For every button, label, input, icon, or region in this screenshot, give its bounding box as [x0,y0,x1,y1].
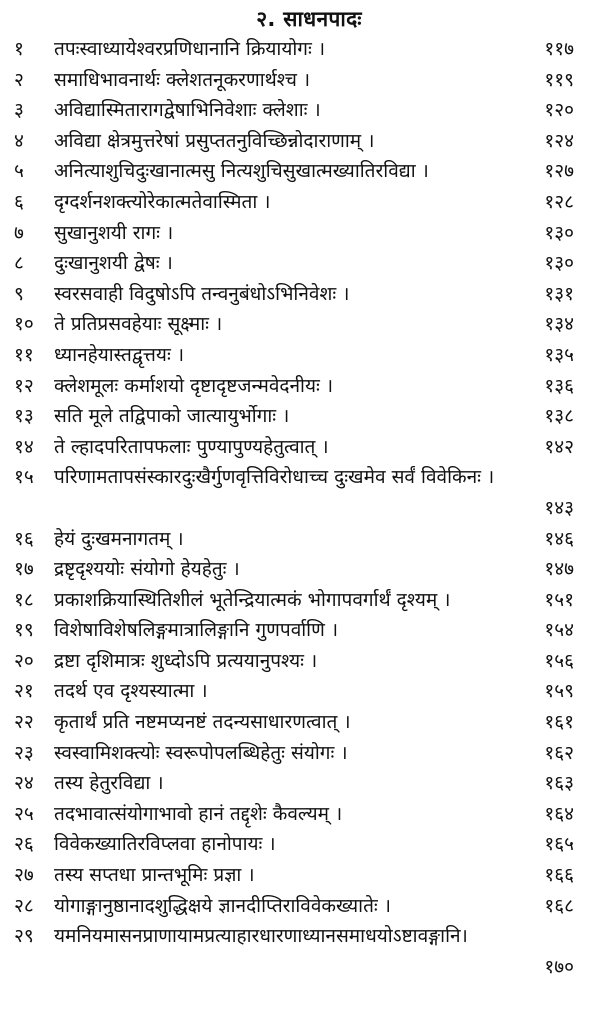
page-number: १६२ [544,741,574,764]
sutra-text: ते ल्हादपरितापफलाः पुण्यापुण्यहेतुत्वात् । [54,435,329,458]
sutra-row [0,860,600,891]
sutra-text: विशेषाविशेषलिङ्गमात्रालिङ्गानि गुणपर्वाणि । [54,619,339,642]
sutra-number: १ [14,38,24,60]
sutra-row [0,891,600,922]
sutra-text: तदभावात्संयोगाभावो हानं तद्दृशेः कैवल्यम् । [54,802,343,825]
sutra-row [0,554,600,585]
sutra-number: २९ [14,925,34,948]
sutra-text: द्रष्टा दृशिमात्रः शुध्दोऽपि प्रत्ययानुपश्यः । [54,649,318,672]
sutra-number: १६ [14,527,34,550]
sutra-row [0,248,600,279]
page-number: १६४ [544,802,574,825]
sutra-number: ३ [14,99,24,122]
sutra-number: १९ [14,619,34,642]
page-number: १५४ [544,619,574,642]
sutra-text: तस्य हेतुरविद्या । [54,772,164,795]
sutra-row [0,462,600,523]
sutra-row [0,676,600,707]
page-number: ११७ [544,38,574,60]
page-number: १६१ [544,711,574,734]
sutra-text: समाधिभावनार्थः क्लेशतनूकरणार्थश्च । [54,68,311,91]
page-number: १५१ [544,588,574,611]
page-number: १२४ [544,129,574,152]
sutra-number: २५ [14,802,34,825]
sutra-row [0,615,600,646]
sutra-row [0,738,600,769]
page-number: १२७ [544,160,574,183]
sutra-row [0,156,600,187]
sutra-text: दृग्दर्शनशक्त्योरेकात्मतेवास्मिता । [54,190,271,213]
sutra-number: २८ [14,894,34,917]
sutra-row [0,218,600,249]
sutra-row [0,340,600,371]
sutra-number: ६ [14,190,24,213]
sutra-number: ११ [14,343,34,366]
page-number: १४३ [544,496,574,519]
sutra-number: २१ [14,680,34,703]
page-number: १३५ [544,343,574,366]
page-number: १६३ [544,772,574,795]
sutra-number: १५ [14,466,34,489]
sutra-row [0,768,600,799]
sutra-row [0,279,600,310]
sutra-text: परिणामतापसंस्कारदुःखैर्गुणवृत्तिविरोधाच्च दुःखमेव सर्वं विवेकिनः । [54,466,495,489]
page-number: १४७ [544,558,574,581]
sutra-text: अविद्या क्षेत्रमुत्तरेषां प्रसुप्ततनुविच्छिन्नोदाराणाम् । [54,129,375,152]
page-number: १६८ [544,894,574,917]
sutra-number: १७ [14,558,34,581]
sutra-text: द्रष्टृदृश्ययोः संयोगो हेयहेतुः । [54,558,240,581]
sutra-text: दुःखानुशयी द्वेषः । [54,252,173,275]
sutra-number: १० [14,313,34,336]
sutra-row [0,524,600,555]
page-number: १३० [544,252,574,275]
sutra-number: २० [14,649,34,672]
sutra-text: योगाङ्गानुष्ठानादशुद्धिक्षये ज्ञानदीप्तिराविवेकख्यातेः । [54,894,391,917]
sutra-text: सुखानुशयी रागः । [54,221,174,244]
sutra-text: तदर्थ एव दृश्यस्यात्मा । [54,680,208,703]
sutra-row [0,707,600,738]
sutra-text: तपःस्वाध्यायेश्वरप्रणिधानानि क्रियायोगः । [54,38,326,60]
sutra-text: तस्य सप्तधा प्रान्तभूमिः प्रज्ञा । [54,864,255,887]
page-number: ११९ [544,68,574,91]
sutra-text: स्वस्वामिशक्त्योः स्वरूपोपलब्धिहेतुः संयोगः । [54,741,348,764]
sutra-number: ७ [14,221,24,244]
page-number: १३१ [544,282,574,305]
page-number: १२८ [544,190,574,213]
sutra-number: २ [14,68,24,91]
sutra-row [0,65,600,96]
page-number: १५९ [544,680,574,703]
sutra-text: प्रकाशक्रियास्थितिशीलं भूतेन्द्रियात्मकं भोगापवर्गार्थं दृश्यम् । [54,588,451,611]
sutra-text: ते प्रतिप्रसवहेयाः सूक्ष्माः । [54,313,223,336]
sutra-row [0,371,600,402]
sutra-number: २७ [14,864,34,887]
sutra-text: स्वरसवाही विदुषोऽपि तन्वनुबंधोऽभिनिवेशः । [54,282,350,305]
sutra-number: २४ [14,772,34,795]
sutra-row [0,95,600,126]
page-number: १२० [544,99,574,122]
sutra-number: ५ [14,160,24,183]
sutra-row [0,585,600,616]
sutra-number: १८ [14,588,34,611]
sutra-text: हेयं दुःखमनागतम् । [54,527,184,550]
page-number: १५६ [544,649,574,672]
page-number: १४६ [544,527,574,550]
sutra-number: २३ [14,741,34,764]
page-number: १६५ [544,833,574,856]
sutra-number: ९ [14,282,24,305]
sutra-row [0,126,600,157]
page-number: १३८ [544,405,574,428]
sutra-number: २२ [14,711,34,734]
sutra-list [0,34,600,982]
sutra-text: ध्यानहेयास्तद्वृत्तयः । [54,343,185,366]
sutra-row [0,799,600,830]
sutra-number: ४ [14,129,24,152]
sutra-text: यमनियमासनप्राणायामप्रत्याहारधारणाध्यानसमाधयोऽष्टावङ्गानि। [54,925,468,948]
sutra-text: कृतार्थं प्रति नष्टमप्यनष्टं तदन्यसाधारणत्वात् । [54,711,351,734]
page-number: १४२ [544,435,574,458]
sutra-text: क्लेशमूलः कर्माशयो दृष्टादृष्टजन्मवेदनीयः । [54,374,334,397]
sutra-number: २६ [14,833,34,856]
sutra-number: १३ [14,405,34,428]
sutra-row [0,401,600,432]
sutra-number: ८ [14,252,24,275]
page-number: १३६ [544,374,574,397]
sutra-text: विवेकख्यातिरविप्लवा हानोपायः । [54,833,276,856]
sutra-number: १२ [14,374,34,397]
page-number: १७० [544,955,574,978]
page-number: १३० [544,221,574,244]
sutra-row [0,829,600,860]
sutra-text: सति मूले तद्विपाको जात्यायुर्भोगाः । [54,405,290,428]
sutra-number: १४ [14,435,34,458]
sutra-text: अविद्यास्मितारागद्वेषाभिनिवेशाः क्लेशाः । [54,99,321,122]
sutra-row [0,309,600,340]
page-number: १६६ [544,864,574,887]
chapter-heading: २. साधनपादः [256,7,362,31]
sutra-row [0,921,600,982]
sutra-row [0,34,600,65]
sutra-text: अनित्याशुचिदुःखानात्मसु नित्यशुचिसुखात्मख्यातिरविद्या । [54,160,429,183]
sutra-row [0,187,600,218]
sutra-row [0,646,600,677]
page-number: १३४ [544,313,574,336]
sutra-row [0,432,600,463]
